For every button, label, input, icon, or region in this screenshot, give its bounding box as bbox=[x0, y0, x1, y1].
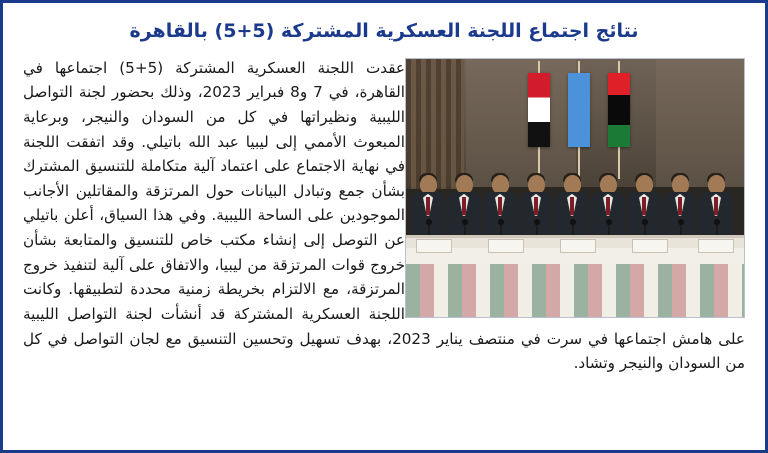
photo-wall-panel bbox=[656, 59, 745, 187]
page-title: نتائج اجتماع اللجنة العسكرية المشتركة (5+5) بالقاهرة bbox=[129, 20, 639, 42]
photo-flags bbox=[526, 65, 646, 183]
libya-flag-icon bbox=[606, 65, 632, 177]
article-paragraph: عقدت اللجنة العسكرية المشتركة (5+5) اجتماعها في القاهرة، في 7 و8 فبراير 2023، وذلك بحضور لجنة التواصل الليبية ونظيراتها في كل من السودان والنيجر، وبرعاية المبعوث الأممي إلى ليبيا عبد الله باتيلي. وقد اتفقت اللجنة في نهاية الاجتماع على اعتماد آلية متكاملة للتنسيق المشترك بشأن جمع وتبادل البيانات حول المرتزقة والمقاتلين الأجانب الموجودين على الساحة الليبية. وفي هذا السياق، أعلن باتيلي عن التوصل إلى إنشاء مكتب خاص للتنسيق والمتابعة بشأن خروج قوات المرتزقة من ليبيا، والاتفاق على آلية لتنفيذ خروج المرتزقة، مع الالتزام بخريطة زمنية محددة لتطبيقها. وكانت اللجنة العسكرية المشتركة قد أنشأت لجنة التواصل الليبية على هامش اجتماعها في سرت في منتصف يناير 2023، بهدف تسهيل وتحسين التنسيق مع لجان التواصل في كل من السودان والنيجر وتشاد. bbox=[23, 58, 745, 373]
egypt-flag-icon bbox=[526, 65, 552, 177]
page-content bbox=[3, 3, 765, 450]
meeting-photo bbox=[405, 58, 745, 318]
un-flag-icon bbox=[566, 65, 592, 177]
photo-table bbox=[406, 235, 744, 317]
photo-curtain bbox=[406, 59, 464, 189]
article-body bbox=[23, 56, 745, 376]
